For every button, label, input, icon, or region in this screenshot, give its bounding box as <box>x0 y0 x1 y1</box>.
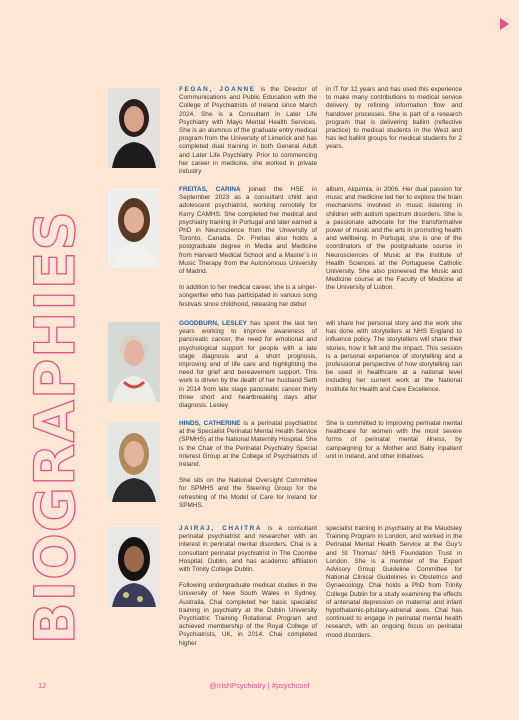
bio-name: FEGAN, JOANNE <box>179 86 256 93</box>
page-number: 12 <box>38 681 47 690</box>
bio-column-1 <box>179 186 317 309</box>
bio-name: HINDS, CATHERINE <box>179 420 241 427</box>
portrait-photo <box>108 527 160 607</box>
social-handle: @IrishPsychiatry | #psychconf <box>209 681 310 690</box>
bio-text: specialist training in psychiatry at the Maudsley Training Program in London, and worked in the Perinatal Mental Health Service at the Guy's and St Thomas' NHS Foundation Trust in London. She is a member of the Expert Advisory Group Guideline Committee for National Clinical Guidelines in Obstetrics and Gynaecology. Chai holds a PhD from Trinity College Dublin for a study examining the effects of antenatal depression on maternal and infant hypothalamic-pituitary-adrenal axes. Chai has continued to engage in perinatal mental health research, with an ongoing focus on perinatal mood disorders. <box>326 525 462 639</box>
bio-column-2 <box>326 86 462 152</box>
bio-column-2 <box>326 420 462 461</box>
page-title <box>23 180 87 675</box>
triangle-right-icon[interactable] <box>499 18 509 30</box>
bio-text: in IT for 12 years and has used this experience to make many contributions to medical service delivery by refining information flow and handover processes. She is part of a research program that is delivering ballint (reflective practice) to medical students in the West and has led ballint groups for medical students for 2 years. <box>326 86 462 151</box>
portrait-photo <box>108 322 160 402</box>
bio-column-1 <box>179 525 317 648</box>
bio-text: is a consultant perinatal psychiatrist and researcher with an interest in perinatal mental disorders. Chai is a consultant perinatal psychiatrist in The Coombe Hospital, Dublin, and has academic affiliation with Trinity College Dublin. <box>179 525 317 574</box>
bio-column-2 <box>326 320 462 394</box>
bio-column-1 <box>179 86 317 176</box>
bio-text: album, Alquimia, in 2006. Her dual passion for music and medicine led her to explore the brain mechanisms involved in music listening in children with autism spectrum disorders. She is a passionate advocate for the transformative power of music and the arts in promoting health and wellbeing. In Portugal, she is one of the coordinators of the postgraduate course in Neurosciences of Music at the Institute of Health Sciences at the Portuguese Catholic University. She also pioneered the Music and Medicine course at the Faculty of Medicine at the University of Lisbon. <box>326 186 462 292</box>
bio-name: FREITAS, CARINA <box>179 186 241 193</box>
bio-text: has spent the last ten years working to improve awareness of pancreatic cancer, the need for emotional and psychological support for people with a late stage diagnosis and a short prognosis, improving end of life care and highlighting the need for grief and bereavement support. This work is driven by the death of her husband Seth in 2014 from late stage pancreatic cancer thirty three short and heartbreaking days after diagnosis. Lesley <box>179 320 318 410</box>
bio-name: JAIRAJ, CHAITRA <box>179 525 263 532</box>
bio-name: GOODBURN, LESLEY <box>179 320 247 327</box>
page-title-text: BIOGRAPHIES <box>23 210 87 645</box>
bio-text: is the Director of Communications and Public Education with the College of Psychiatrists of Ireland since March 2024. She is a Consultant in Later Life Psychiatry with Mayo Mental Health Services. She is an alumnus of the graduate entry medical program from the University of Limerick and has completed dual training in both General Adult and Later Life Psychiatry. Prior to commencing her career in medicine, she worked in private industry <box>179 86 317 176</box>
bio-text: She is committed to improving perinatal mental healthcare for women with the most severe forms of perinatal mental illness, by campaigning for a Mother and Baby inpatient unit in Ireland, and other initiatives. <box>326 420 462 460</box>
portrait-photo <box>108 422 160 502</box>
portrait-photo <box>108 188 160 268</box>
bio-text: is a perinatal psychiatrist at the Specialist Perinatal Mental Health Service (SPMHS) at the National Maternity Hospital. She is the Chair of the Perinatal Psychiatry Special Interest Group at the College of Psychiatrists of Ireland. <box>179 420 318 469</box>
bio-text: In addition to her medical career, she is a singer-songwriter who has participated in various song festivals since childhood, releasing her debut <box>179 284 317 308</box>
bio-text: Following undergraduate medical studies in the University of New South Wales in Sydney, Australia, Chai completed her basic specialist training in psychiatry at the Dublin University Psychiatric Training Rotational Program and achieved membership of the Royal College of Psychiatrists, UK, in 2014. Chai completed higher <box>179 582 317 647</box>
bio-text: joined the HSE in September 2023 as a consultant child and adolescent psychiatrist, working remotely for Kerry CAMHS. She completed her medical and psychiatry training in Portugal and later earned a PhD in Neuroscience from the University of Toronto, Canada. Dr. Freitas also holds a postgraduate degree in Media and Medicine from Harvard Medical School and a Master´s in Music Therapy from the Autonomous University of Madrid. <box>179 186 317 276</box>
bio-text: She sits on the National Oversight Committee for SPMHS and the Steering Group for the refreshing of the Model of Care for Ireland for SPMHS. <box>179 477 317 509</box>
bio-text: will share her personal story and the work she has done with storytellers at NHS England to influence policy. The storytellers will share their stories, how it felt and the impact. This session is a personal experience of storytelling and a professional perspective of how storytelling can be used in healthcare at a national level including her current work at the National Institute for Health and Care Excellence. <box>326 320 462 393</box>
portrait-photo <box>108 88 160 168</box>
bio-column-1 <box>179 320 317 410</box>
bio-column-2 <box>326 186 462 293</box>
bio-column-2 <box>326 525 462 640</box>
bio-column-1 <box>179 420 317 510</box>
page-footer <box>0 681 519 695</box>
